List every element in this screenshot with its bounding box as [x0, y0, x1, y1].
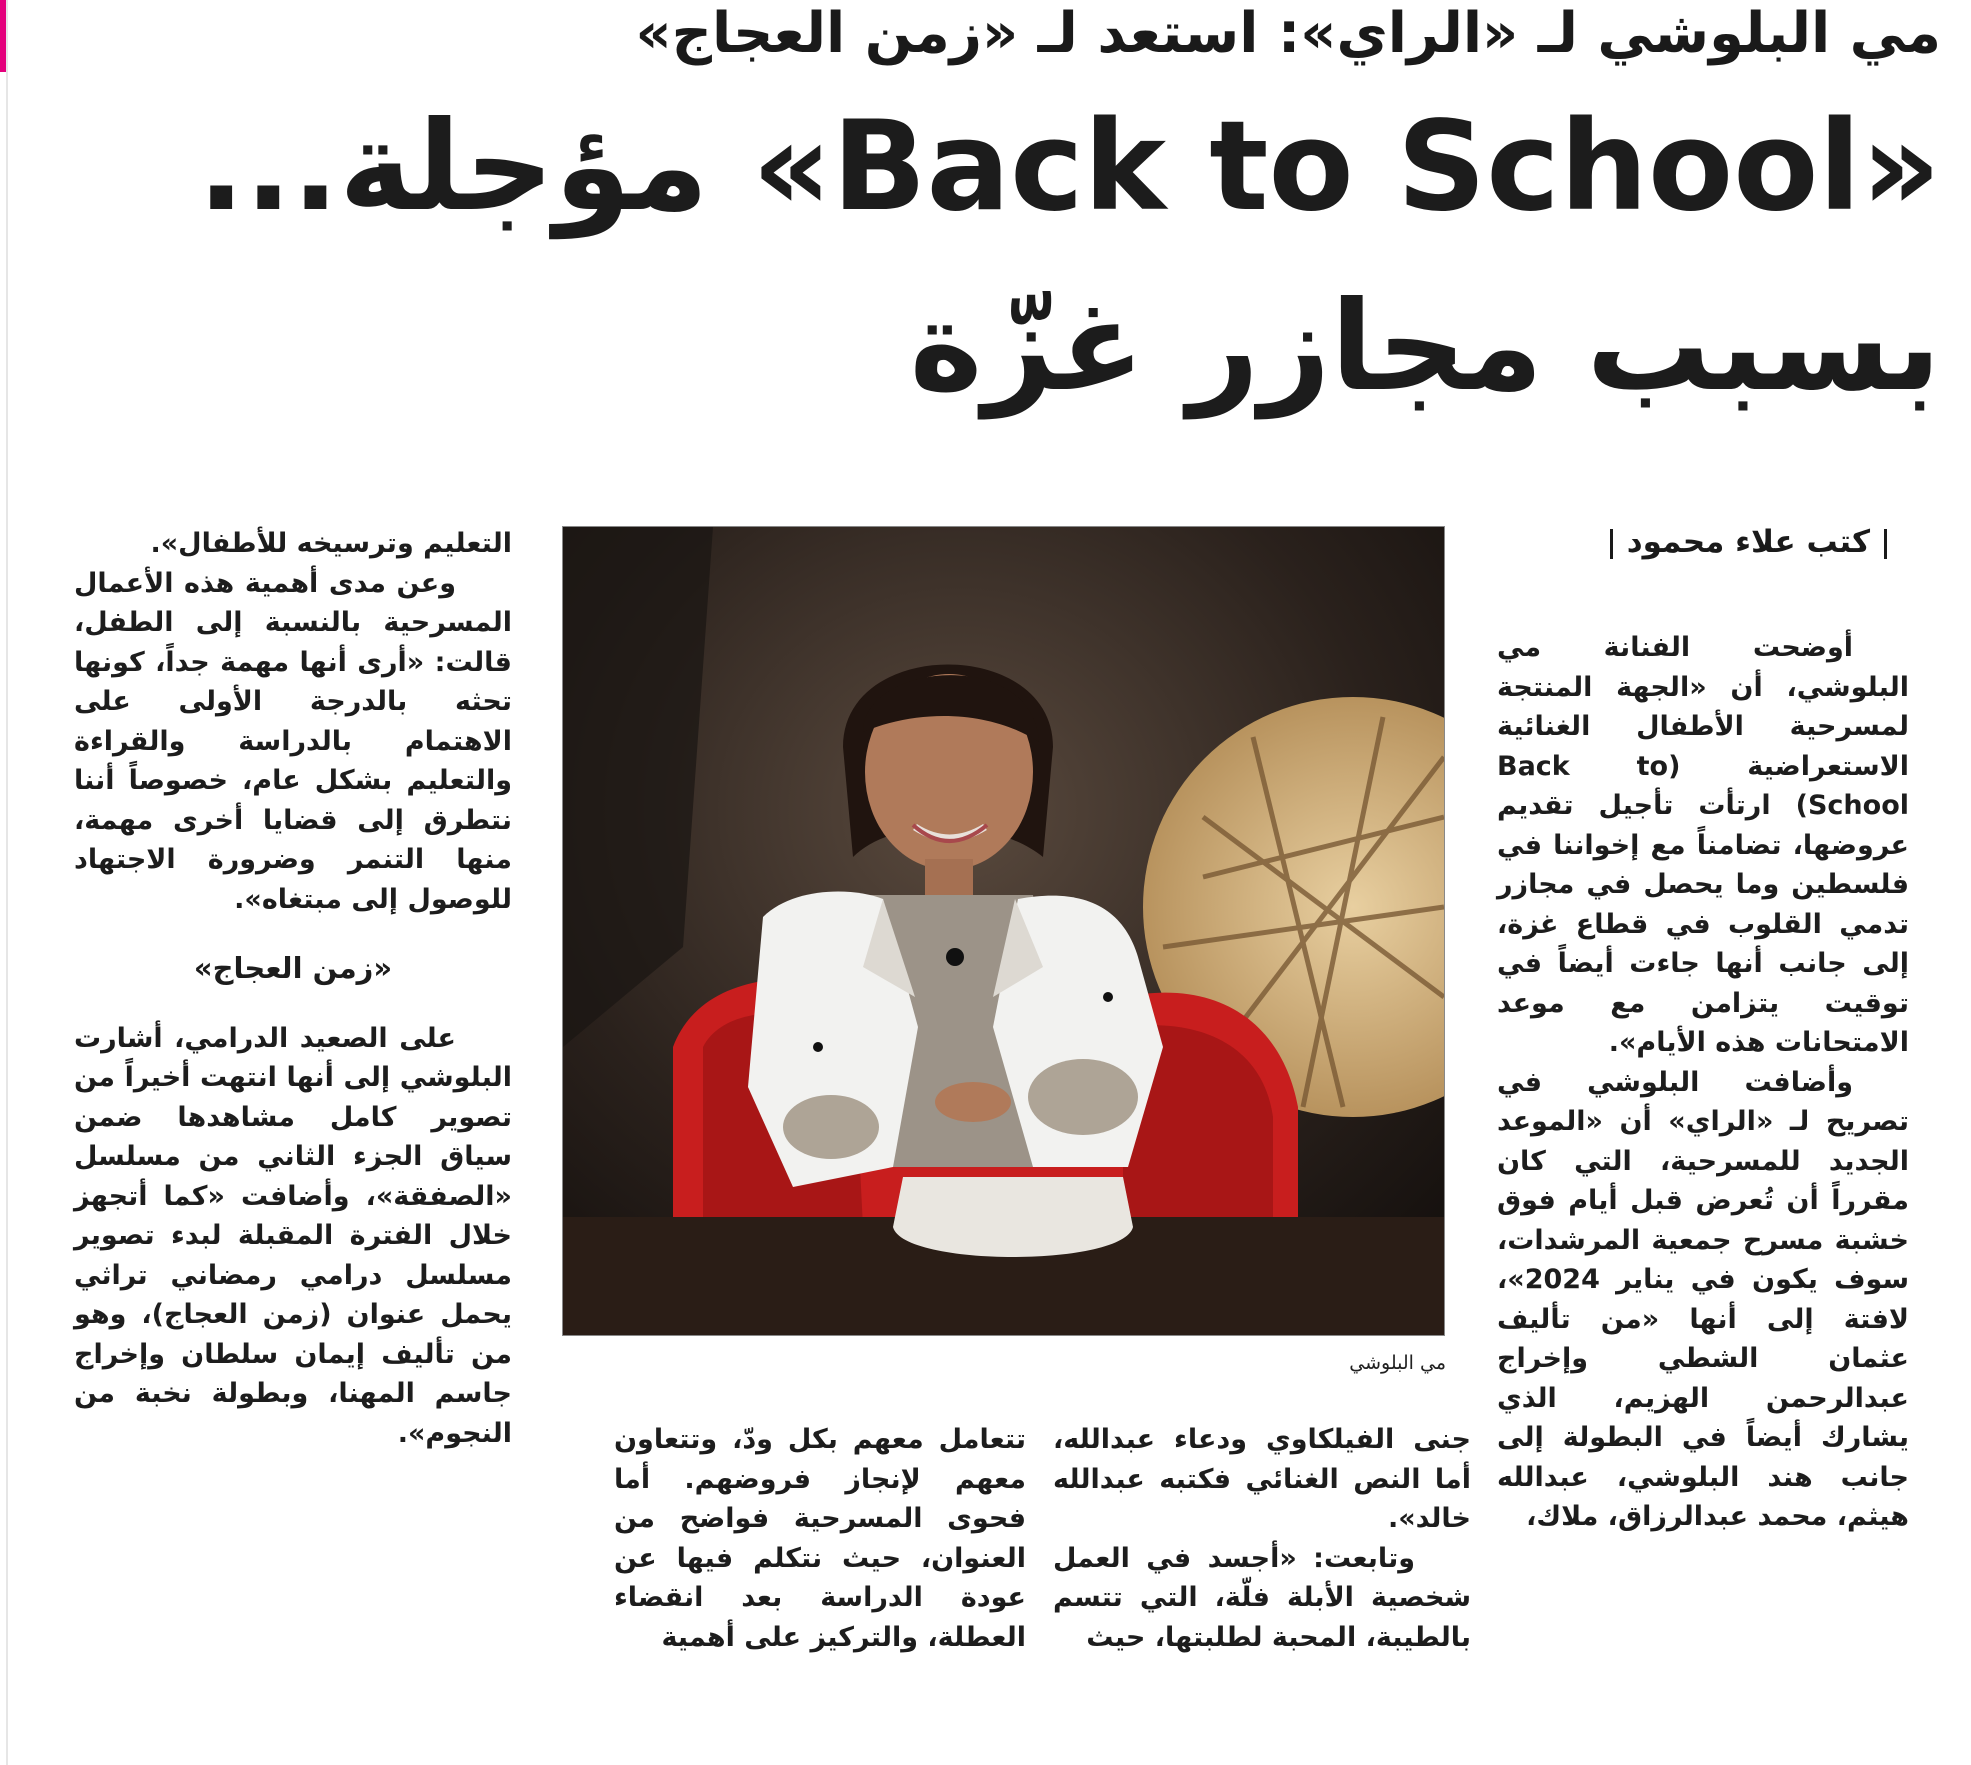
- byline-separator: [1884, 529, 1887, 559]
- article-column-1: [1497, 628, 1909, 1537]
- article-column-2: [74, 524, 512, 1453]
- article-photo: [562, 526, 1445, 1336]
- headline-line-2: بسبب مجازر غزّة: [909, 275, 1941, 419]
- article-paragraph: التعليم وترسيخه للأطفال».: [150, 528, 512, 559]
- photo-caption: مي البلوشي: [1349, 1352, 1446, 1374]
- byline: [1596, 518, 1901, 566]
- article-paragraph: تتعامل معهم بكل ودّ، وتتعاون معهم لإنجاز فروضهم. أما فحوى المسرحية فواضح من العنوان، حيث نتكلم فيها عن عودة الدراسة بعد انقضاء العطلة، والتركيز على أهمية: [614, 1424, 1026, 1653]
- byline-author: كتب علاء محمود: [1626, 524, 1870, 560]
- photo-illustration: [563, 527, 1444, 1335]
- article-paragraph: على الصعيد الدرامي، أشارت البلوشي إلى أنها انتهت أخيراً من تصوير كامل مشاهدها ضمن سياق الجزء الثاني من مسلسل «الصفقة»، وأضافت «كما أتجهز خلال الفترة المقبلة لبدء تصوير مسلسل درامي رمضاني تراثي يحمل عنوان (زمن العجاج)، وهو من تأليف إيمان سلطان وإخراج جاسم المهنا، وبطولة نخبة من النجوم».: [74, 1022, 512, 1449]
- byline-separator: [1610, 529, 1613, 559]
- article-column-4: [614, 1420, 1026, 1657]
- article-paragraph: وأضافت البلوشي في تصريح لـ «الراي» أن «الموعد الجديد للمسرحية، التي كان مقرراً أن تُعرض قبل أيام فوق خشبة مسرح جمعية المرشدات، سوف يكون في يناير 2024»، لافتة إلى أنها «من تأليف عثمان الشطي وإخراج عبدالرحمن الهزيم، الذي يشارك أيضاً في البطولة إلى جانب هند البلوشي، عبدالله هيثم، محمد عبدالرزاق، ملاك،: [1497, 1066, 1909, 1532]
- article-paragraph: وعن مدى أهمية هذه الأعمال المسرحية بالنسبة إلى الطفل، قالت: «أرى أنها مهمة جداً، كونها تحثه بالدرجة الأولى على الاهتمام بالدراسة والقراءة والتعليم بشكل عام، خصوصاً أننا نتطرق إلى قضايا أخرى مهمة، منها التنمر وضرورة الاجتهاد للوصول إلى مبتغاه».: [74, 567, 512, 915]
- article-kicker: مي البلوشي لـ «الراي»: استعد لـ «زمن العجاج»: [635, 1, 1941, 66]
- page-edge-rule: [6, 0, 8, 1765]
- article-paragraph: أوضحت الفنانة مي البلوشي، أن «الجهة المنتجة لمسرحية الأطفال الغنائية الاستعراضية (Back to School) ارتأت تأجيل تقديم عروضها، تضامناً مع إخواننا في فلسطين وما يحصل في مجازر تدمي القلوب في قطاع غزة، إلى جانب أنها جاءت أيضاً في توقيت يتزامن مع موعد الامتحانات هذه الأيام».: [1497, 632, 1909, 1058]
- article-paragraph: جنى الفيلكاوي ودعاء عبدالله، أما النص الغنائي فكتبه عبدالله خالد».: [1053, 1424, 1471, 1534]
- article-paragraph: وتابعت: «أجسد في العمل شخصية الأبلة فلّة، التي تتسم بالطيبة، المحبة لطلبتها، حيث: [1053, 1542, 1471, 1653]
- article-subhead: «زمن العجاج»: [193, 951, 393, 985]
- article-column-3: [1053, 1420, 1471, 1657]
- headline-line-1: «Back to School» مؤجلة...: [197, 95, 1941, 239]
